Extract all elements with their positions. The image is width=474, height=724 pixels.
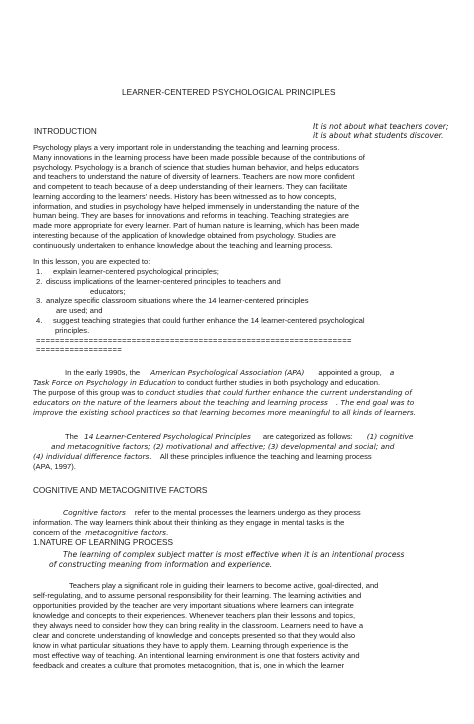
separator: ================================================================== ==================	[36, 336, 352, 354]
nature-heading: 1.NATURE OF LEARNING PROCESS	[33, 538, 173, 547]
quote-line: It is not about what teachers cover;	[313, 122, 449, 131]
page-title: LEARNER-CENTERED PSYCHOLOGICAL PRINCIPLES	[122, 88, 336, 97]
introduction-heading: INTRODUCTION	[34, 127, 97, 136]
paragraph-line: Psychology plays a very important role in understanding the teaching and learning process.	[33, 143, 340, 152]
list-item: are used; and	[56, 306, 103, 315]
list-item: principles.	[55, 325, 90, 335]
paragraph-line: psychology. Psychology is a branch of science that studies human behavior, and helps educators	[33, 162, 359, 172]
paragraph-line: Many innovations in the learning process have been made possible because of the contributions of	[33, 152, 365, 162]
objectives-list	[36, 267, 365, 335]
opening-quote	[313, 122, 448, 141]
categories-line-2: and metacognitive factors; (2) motivational and affective; (3) developmental and social; and	[51, 442, 395, 451]
lesson-intro: In this lesson, you are expected to:	[33, 257, 151, 266]
apa-line-3: The purpose of this group was to conduct studies that could further enhance the current understanding of	[33, 388, 412, 397]
list-item: 1. explain learner-centered psychological principles;	[36, 267, 219, 276]
apa-line-5: improve the existing school practices so that learning becomes more meaningful to all kinds of learners.	[33, 408, 416, 417]
categories-line-3: (4) individual difference factors. All these principles influence the teaching and learning process	[33, 452, 372, 461]
paragraph-line: human being. They are bases for innovations and reforms in teaching. Teaching strategies are	[33, 211, 349, 221]
apa-line-1: In the early 1990s, the American Psychological Association (APA) appointed a group, a	[65, 368, 395, 377]
paragraph-line: and teachers to understand the nature of diversity of learners. Teachers are now more confident	[33, 172, 355, 182]
apa-line-4: educators on the nature of the learners about the teaching and learning process . The end goal was to	[33, 398, 415, 407]
cognitive-line-2: information. The way learners think about their thinking as they engage in mental tasks is the	[33, 518, 345, 527]
paragraph-line: and competent to teach because of a deep understanding of their learners. They can facilitate	[33, 182, 348, 191]
paragraph-line: interesting because of the application of knowledge obtained from psychology. Studies are	[33, 230, 336, 240]
cognitive-line-1: Cognitive factors refer to the mental processes the learners undergo as they process	[63, 508, 361, 517]
cognitive-heading: COGNITIVE AND METACOGNITIVE FACTORS	[33, 486, 208, 495]
paragraph-line: information, and studies in psychology have helped immensely in understanding the nature of the	[33, 201, 360, 211]
list-item: educators;	[90, 286, 126, 296]
cognitive-line-3: concern of the metacognitive factors.	[33, 528, 169, 537]
list-item: 2. discuss implications of the learner-centered principles to teachers and	[36, 276, 281, 286]
categories-line-1: The 14 Learner-Centered Psychological Principles are categorized as follows: (1) cognitive	[65, 432, 414, 441]
categories-line-4: (APA, 1997).	[33, 462, 76, 471]
list-item: 3. analyze specific classroom situations where the 14 learner-centered principles	[36, 296, 309, 306]
teachers-paragraph: Teachers play a significant role in guiding their learners to become active, goal-directed, and self-regulating, and to assume personal responsibility for their learning. The learning activities and opportunities provided by the teacher are very important situations where learners can integrate knowledge and concepts to their experiences. Whenever teachers plan their lessons and topics, they always need to consider how they can bring reality in the classroom. Learners need to have a clear and concrete understanding of knowledge and concepts presented so that they would also know in what particular situations they have to apply them. Learning through experience is the most effective way of teaching. An intentional learning environment is one that fosters activity and feedback and creates a culture that promotes metacognition, that is, one in which the learner	[33, 581, 379, 670]
paragraph-line: continuously undertaken to enhance knowledge about the teaching and learning process.	[33, 240, 333, 250]
list-item: 4. suggest teaching strategies that could further enhance the 14 learner-centered psychological	[36, 315, 365, 325]
apa-line-2: Task Force on Psychology in Education to conduct further studies in both psychology and education.	[33, 378, 381, 387]
quote-line: it is about what students discover.	[313, 131, 444, 141]
intro-paragraph	[33, 143, 365, 250]
nature-quote: The learning of complex subject matter is most effective when it is an intentional process of constructing meaning from information and experience.	[49, 550, 405, 569]
paragraph-line: learning according to the learners' needs. History has been witnessed as to how concepts,	[33, 191, 337, 201]
paragraph-line: made more appropriate for every learner. Part of human nature is learning, which has been made	[33, 221, 360, 230]
